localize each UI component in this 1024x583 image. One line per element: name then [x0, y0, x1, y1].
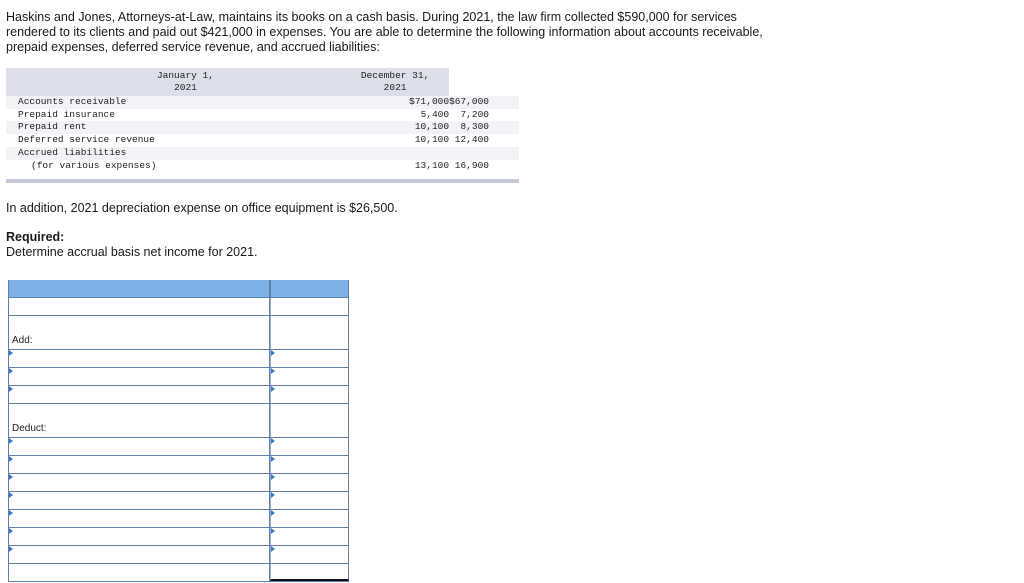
- answer-label-input[interactable]: [9, 352, 269, 369]
- answer-amount-input[interactable]: [271, 512, 348, 529]
- answer-label-input[interactable]: [9, 440, 269, 457]
- answer-amount-input[interactable]: [271, 388, 348, 405]
- dropdown-marker-icon[interactable]: [9, 546, 13, 552]
- answer-label-input[interactable]: [9, 476, 269, 493]
- problem-intro: Haskins and Jones, Attorneys-at-Law, maintains its books on a cash basis. During 2021, the law firm collected $590,000 for services rendered to its clients and paid out $421,000 in expenses. You are able to determine the following information about accounts receivable, prepaid expenses, deferred service revenue, and accrued liabilities:: [6, 10, 763, 54]
- answer-row: [8, 438, 349, 456]
- answer-amount-input[interactable]: [271, 476, 348, 493]
- dropdown-marker-icon[interactable]: [271, 492, 275, 498]
- jan-value: 10,100: [414, 121, 450, 133]
- dropdown-marker-icon[interactable]: [271, 368, 275, 374]
- net-income-amount-input[interactable]: [271, 567, 348, 582]
- required-section: [6, 230, 258, 260]
- balances-table: [6, 68, 519, 183]
- dropdown-marker-icon[interactable]: [9, 438, 13, 444]
- dropdown-marker-icon[interactable]: [271, 528, 275, 534]
- add-section-row: [8, 316, 349, 350]
- answer-amount-input[interactable]: [271, 530, 348, 547]
- answer-label-input[interactable]: [9, 494, 269, 511]
- answer-amount-input[interactable]: [271, 548, 348, 565]
- answer-amount-input[interactable]: [271, 494, 348, 511]
- dropdown-marker-icon[interactable]: [271, 456, 275, 462]
- dec-value: $67,000: [449, 96, 489, 107]
- jan-value: [220, 147, 449, 160]
- jan-value: 5,400: [420, 108, 450, 120]
- table-row: [6, 109, 519, 122]
- dropdown-marker-icon[interactable]: [9, 386, 13, 392]
- dropdown-marker-icon[interactable]: [271, 350, 275, 356]
- dec-value: 8,300: [460, 121, 489, 133]
- answer-row: [8, 298, 349, 316]
- add-label: Add:: [12, 335, 33, 346]
- answer-label-input[interactable]: [9, 548, 269, 565]
- net-income-label-input[interactable]: [9, 566, 269, 583]
- table-row: [6, 134, 519, 147]
- answer-amount-input[interactable]: [271, 300, 348, 317]
- answer-row: [8, 368, 349, 386]
- dropdown-marker-icon[interactable]: [9, 510, 13, 516]
- answer-grid: [8, 280, 349, 582]
- dropdown-marker-icon[interactable]: [9, 474, 13, 480]
- answer-label-input[interactable]: [9, 458, 269, 475]
- dropdown-marker-icon[interactable]: [9, 528, 13, 534]
- dec-value: 7,200: [460, 108, 489, 120]
- answer-label-input[interactable]: [9, 512, 269, 529]
- table-bottom-rule: [6, 179, 519, 183]
- answer-row: [8, 474, 349, 492]
- jan-value: $71,000: [409, 96, 450, 107]
- row-label: Accounts receivable: [18, 96, 127, 107]
- dec-value: [449, 147, 519, 160]
- row-label: Deferred service revenue: [18, 134, 155, 146]
- dropdown-marker-icon[interactable]: [271, 546, 275, 552]
- answer-row: [8, 510, 349, 528]
- column-header-december: December 31, 2021: [360, 70, 430, 93]
- table-row: [6, 96, 519, 109]
- dropdown-marker-icon[interactable]: [271, 474, 275, 480]
- dropdown-marker-icon[interactable]: [9, 350, 13, 356]
- dec-value: 16,900: [454, 159, 489, 171]
- table-row: [6, 121, 519, 134]
- answer-amount-input[interactable]: [271, 458, 348, 475]
- answer-amount-input[interactable]: [271, 440, 348, 457]
- dec-value: 12,400: [454, 134, 489, 146]
- jan-value: 13,100: [414, 159, 450, 171]
- answer-label-input[interactable]: [9, 300, 269, 317]
- deduct-label: Deduct:: [12, 423, 47, 434]
- answer-row: [8, 492, 349, 510]
- answer-label-input[interactable]: [9, 370, 269, 387]
- row-label: Prepaid rent: [18, 121, 87, 133]
- answer-amount-input[interactable]: [271, 370, 348, 387]
- jan-value: 10,100: [414, 134, 450, 146]
- dropdown-marker-icon[interactable]: [271, 510, 275, 516]
- table-header-row: [6, 68, 519, 96]
- row-label: (for various expenses): [31, 159, 157, 171]
- dropdown-marker-icon[interactable]: [271, 386, 275, 392]
- dropdown-marker-icon[interactable]: [9, 492, 13, 498]
- answer-label-input[interactable]: [9, 530, 269, 547]
- deduct-section-row: [8, 404, 349, 438]
- answer-amount-input[interactable]: [271, 352, 348, 369]
- answer-row: [8, 456, 349, 474]
- dropdown-marker-icon[interactable]: [9, 368, 13, 374]
- answer-row: [8, 386, 349, 404]
- answer-row: [8, 350, 349, 368]
- dropdown-marker-icon[interactable]: [9, 456, 13, 462]
- answer-label-input[interactable]: [9, 388, 269, 405]
- depreciation-note: In addition, 2021 depreciation expense on office equipment is $26,500.: [6, 201, 398, 215]
- answer-grid-header: [8, 280, 349, 298]
- row-label: Prepaid insurance: [18, 108, 115, 120]
- dropdown-marker-icon[interactable]: [271, 438, 275, 444]
- required-label: Required:: [6, 230, 65, 244]
- table-row: [6, 160, 519, 173]
- column-header-january: January 1, 2021: [156, 70, 214, 93]
- table-row: [6, 147, 519, 160]
- answer-row: [8, 546, 349, 564]
- row-label: Accrued liabilities: [18, 146, 127, 158]
- answer-row: [8, 528, 349, 546]
- required-text: Determine accrual basis net income for 2021.: [6, 245, 258, 259]
